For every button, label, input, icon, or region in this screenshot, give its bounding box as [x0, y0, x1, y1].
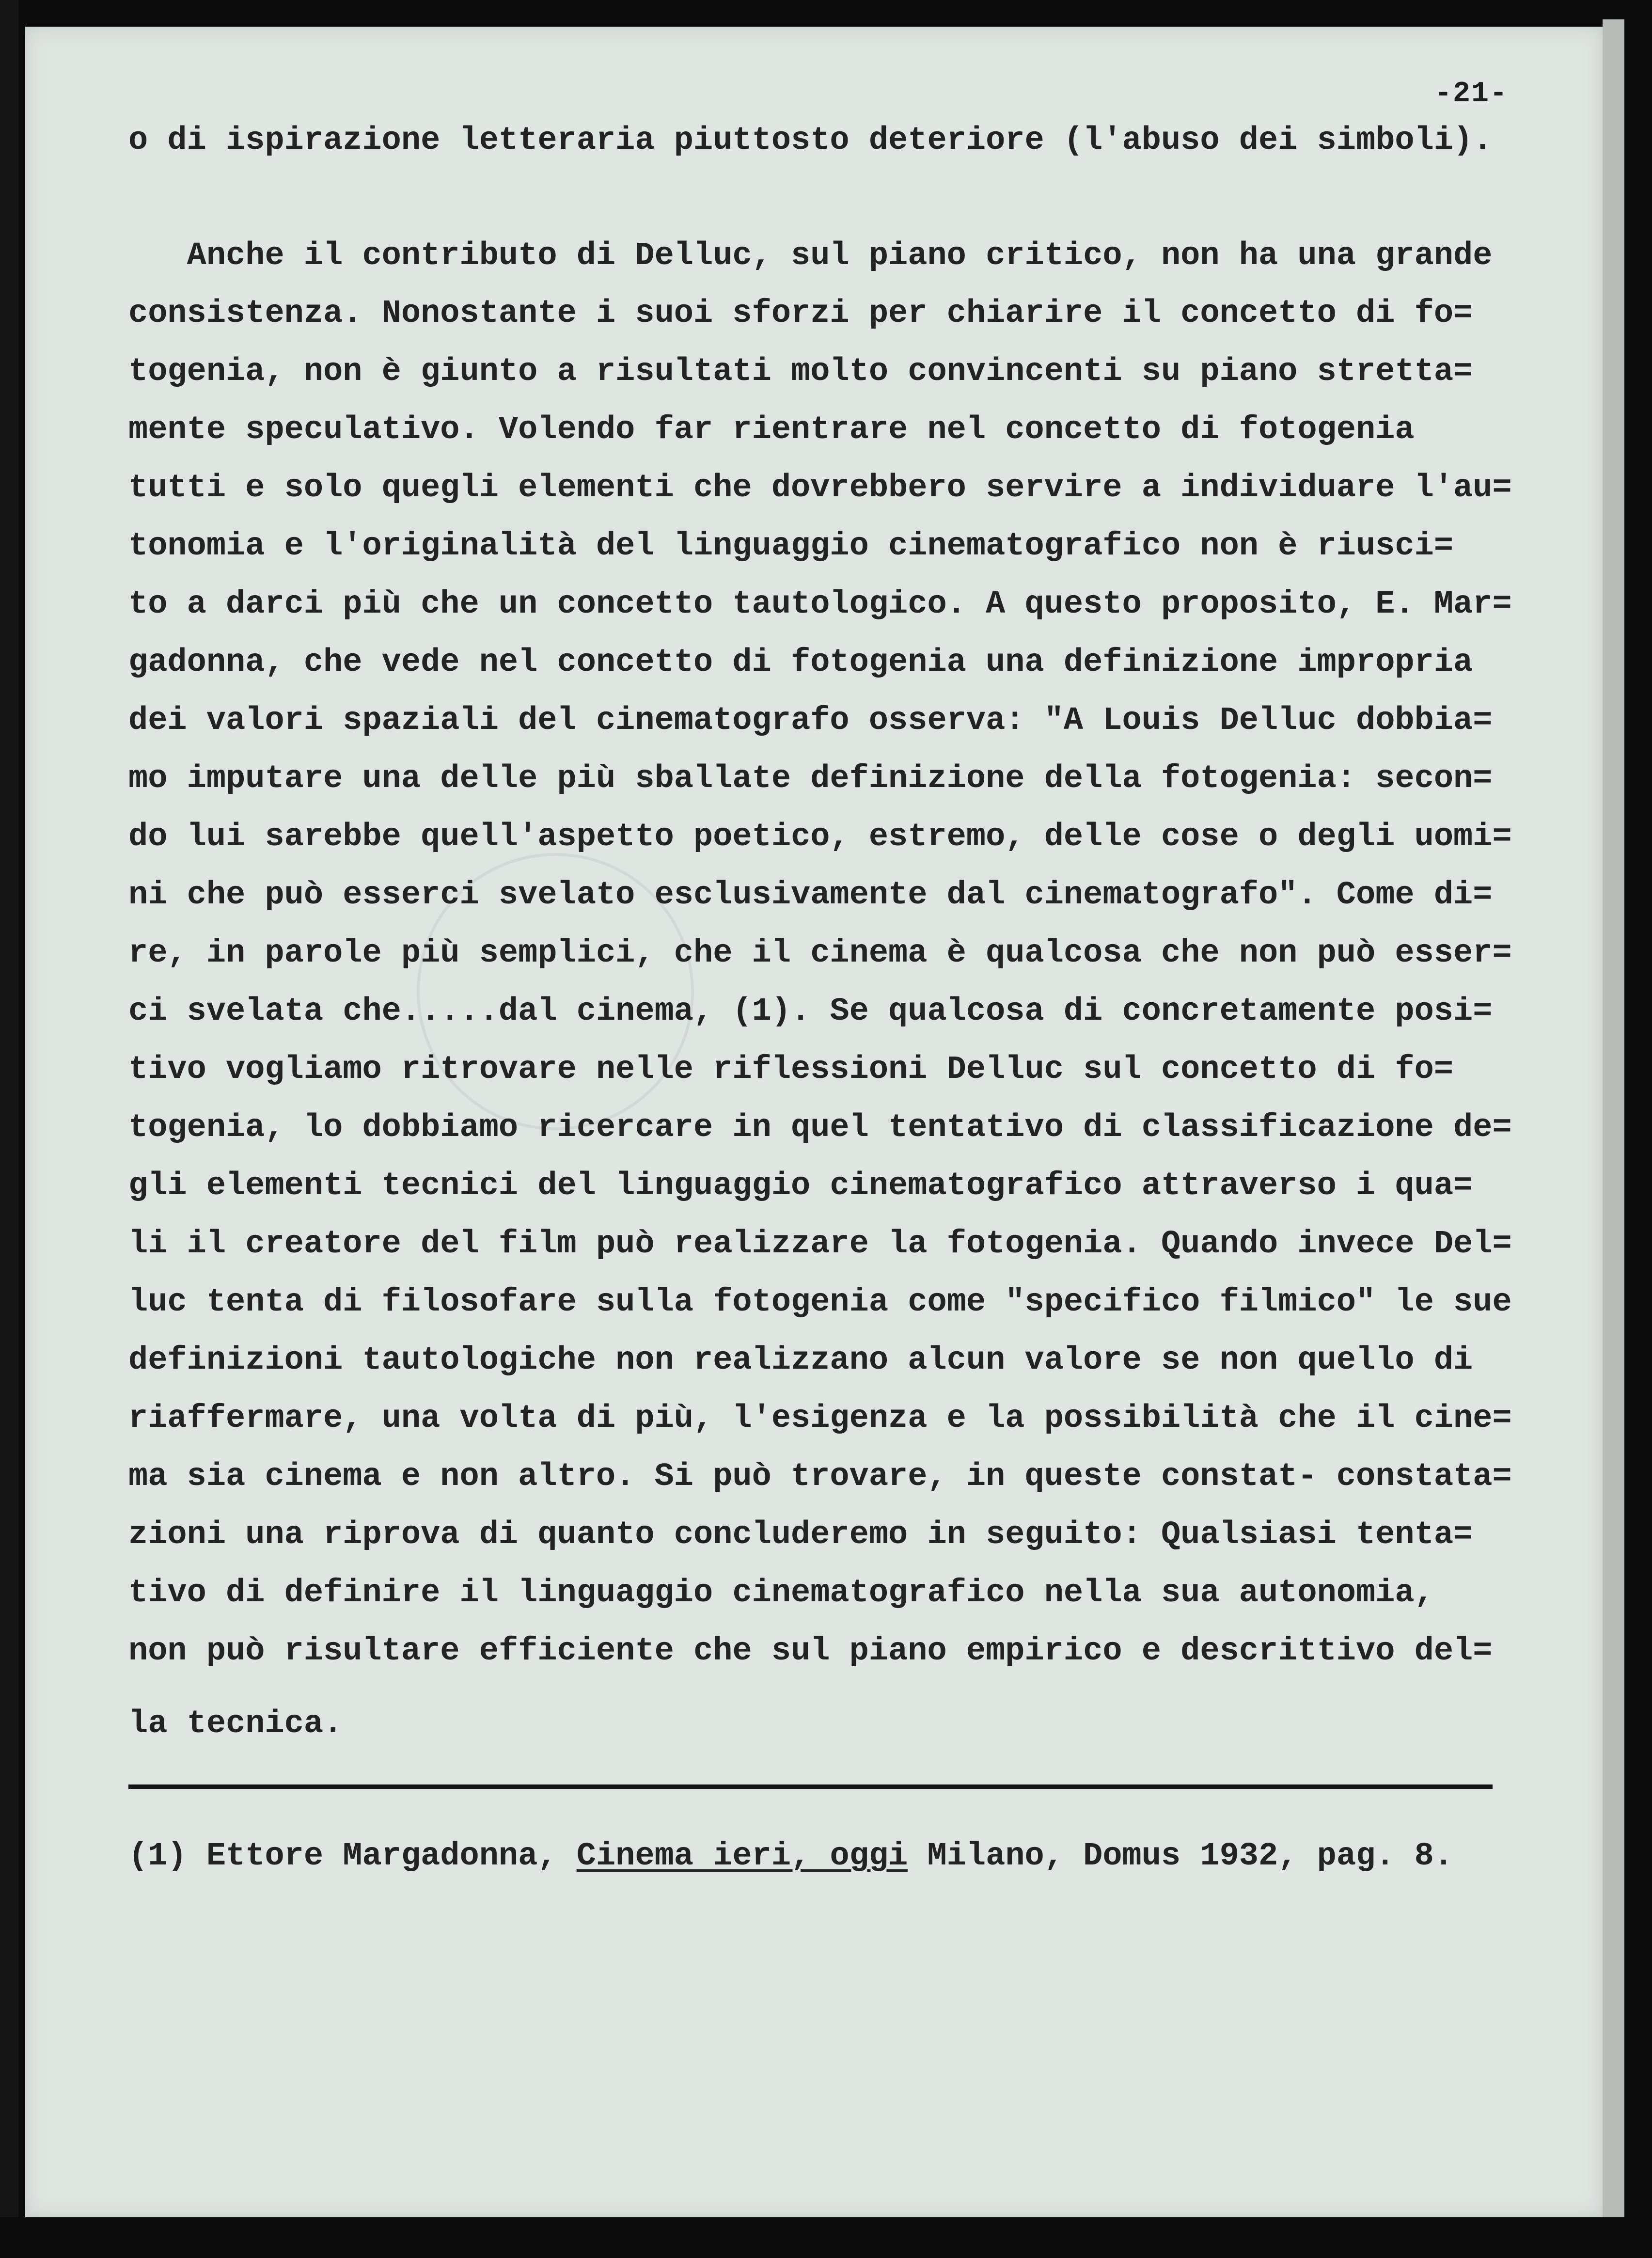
text-line: non può risultare efficiente che sul piano empirico e descrittivo del= — [128, 1633, 1493, 1670]
text-line: re, in parole più semplici, che il cinema è qualcosa che non può esser= — [128, 935, 1512, 972]
text-line: definizioni tautologiche non realizzano alcun valore se non quello di — [128, 1342, 1473, 1379]
text-line: togenia, non è giunto a risultati molto convincenti su piano stretta= — [128, 353, 1473, 390]
text-line: do lui sarebbe quell'aspetto poetico, estremo, delle cose o degli uomi= — [128, 819, 1512, 855]
text-line: consistenza. Nonostante i suoi sforzi per chiarire il concetto di fo= — [128, 295, 1473, 332]
text-line: mente speculativo. Volendo far rientrare nel concetto di fotogenia — [128, 411, 1415, 448]
text-line: ci svelata che.....dal cinema, (1). Se qualcosa di concretamente posi= — [128, 993, 1493, 1030]
text-line: tutti e solo quegli elementi che dovrebbero servire a individuare l'au= — [128, 470, 1512, 506]
text-line: dei valori spaziali del cinematografo osserva: "A Louis Delluc dobbia= — [128, 702, 1493, 739]
text-line: luc tenta di filosofare sulla fotogenia come "specifico filmico" le sue — [128, 1284, 1512, 1321]
text-line: zioni una riprova di quanto concluderemo in seguito: Qualsiasi tenta= — [128, 1516, 1473, 1553]
footnote — [128, 1837, 1453, 1876]
scan-left-border — [0, 0, 18, 2258]
footnote-marker: (1) Ettore Margadonna, — [128, 1838, 577, 1875]
text-line: to a darci più che un concetto tautologico. A questo proposito, E. Mar= — [128, 586, 1512, 623]
text-line: mo imputare una delle più sballate definizione della fotogenia: secon= — [128, 760, 1493, 797]
text-line: tivo vogliamo ritrovare nelle riflessioni Delluc sul concetto di fo= — [128, 1051, 1454, 1088]
footnote-publication: Milano, Domus 1932, pag. 8. — [908, 1838, 1454, 1875]
margin-marks — [46, 1968, 75, 2084]
text-line: la tecnica. — [128, 1705, 343, 1742]
paper-right-edge — [1603, 19, 1624, 2229]
text-line: gadonna, che vede nel concetto di fotogenia una definizione impropria — [128, 644, 1473, 681]
text-line: o di ispirazione letteraria piuttosto deteriore (l'abuso dei simboli). — [128, 122, 1493, 159]
text-line: tivo di definire il linguaggio cinematografico nella sua autonomia, — [128, 1575, 1434, 1611]
text-line: togenia, lo dobbiamo ricercare in quel tentativo di classificazione de= — [128, 1109, 1512, 1146]
text-line: gli elementi tecnici del linguaggio cinematografico attraverso i qua= — [128, 1168, 1473, 1204]
page-number: -21- — [1434, 78, 1509, 111]
footnote-book-title: Cinema ieri, oggi — [576, 1838, 908, 1875]
text-line: tonomia e l'originalità del linguaggio cinematografico non è riusci= — [128, 528, 1454, 565]
scan-bottom-border — [0, 2217, 1652, 2258]
text-line: ma sia cinema e non altro. Si può trovare, in queste constat- constata= — [128, 1458, 1512, 1495]
text-line: ni che può esserci svelato esclusivamente dal cinematografo". Come di= — [128, 877, 1493, 914]
text-line: Anche il contributo di Delluc, sul piano critico, non ha una grande — [128, 237, 1493, 274]
text-line: li il creatore del film può realizzare la fotogenia. Quando invece Del= — [128, 1226, 1512, 1263]
footnote-separator-rule — [128, 1784, 1493, 1789]
text-line: riaffermare, una volta di più, l'esigenza e la possibilità che il cine= — [128, 1400, 1512, 1437]
